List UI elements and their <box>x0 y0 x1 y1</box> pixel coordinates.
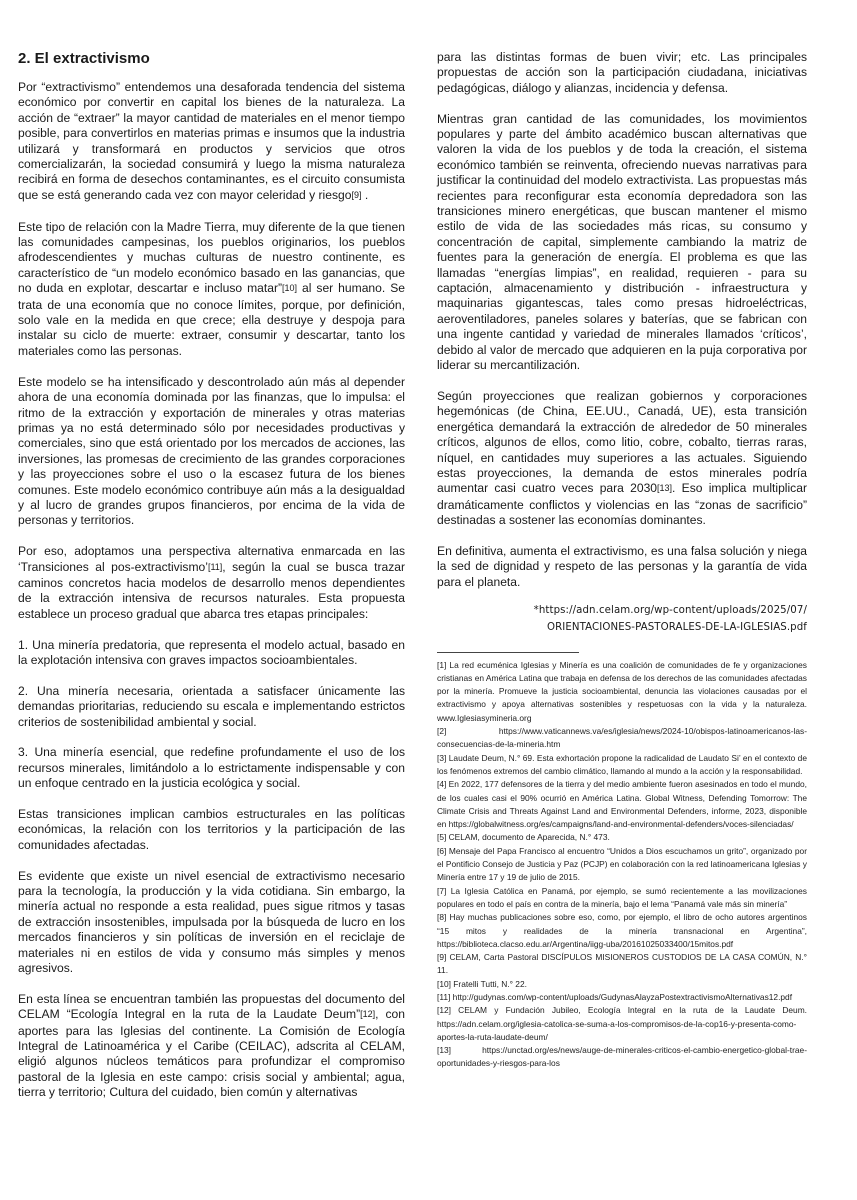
source-url-line: ORIENTACIONES-PASTORALES-DE-LA-IGLESIAS.pdf <box>546 621 807 633</box>
left-column <box>18 0 405 1116</box>
paragraph-text: 2. Una minería necesaria, orientada a satisfacer únicamente las demandas prioritarias, reduciendo su escala e implementando estrictos criterios de sostenibilidad ambiental y social. <box>18 683 405 729</box>
paragraph-text: Este tipo de relación con la Madre Tierra, muy diferente de la que tienen las comunidades campesinas, los pueblos originarios, los pueblos afrodescendientes y muchas culturas de nuestro continente, es característico de “un modelo económico basado en las ganancias, que no duda en explotar, descartar e incluso matar” <box>18 219 405 296</box>
footnote: [12] CELAM y Fundación Jubileo, Ecología Integral en la ruta de la Laudate Deum. https://adn.celam.org/iglesia-catolica-se-suma-a-los-compromisos-de-la-cop16-y-presenta-como-aportes-la-ruta-laudate-deum/ <box>437 1005 807 1042</box>
paragraph <box>437 544 807 590</box>
footnote: [5] CELAM, documento de Aparecida, N.° 473. <box>437 832 610 843</box>
footnote: [2] https://www.vaticannews.va/es/iglesia/news/2024-10/obispos-latinoamericanos-las-consecuencias-de-la-mineria.htm <box>437 726 807 750</box>
footnote: [1] La red ecuménica Iglesias y Minería es una coalición de comunidades de fe y organizaciones cristianas en América Latina que trabaja en defensa de los derechos de las comunidades afectadas por la minería. Promueve la justicia socioambiental, denuncia las violaciones causadas por el extractivismo y apoya alternativas sostenibles y respetuosas con la vida y la naturaleza. www.Iglesiasymineria.org <box>437 659 807 723</box>
right-column <box>437 0 807 1071</box>
paragraph-text: . Eso implica multiplicar dramáticamente conflictos y violencias en las “zonas de sacrificio” destinadas a sostener las economías dominantes. <box>437 481 807 528</box>
paragraph-text: , según la cual se busca trazar caminos concretos hacia modelos de desarrollo menos dependientes de la extracción intensiva de recursos naturales. Esta propuesta establece un proceso gradual que abarca tres etapas principales: <box>18 559 406 621</box>
paragraph <box>18 869 405 977</box>
paragraph-text: 1. Una minería predatoria, que representa el modelo actual, basado en la explotación intensiva con graves impactos socioambientales. <box>18 637 405 667</box>
footnote: [11] http://gudynas.com/wp-content/uploads/GudynasAlayzaPostextractivismoAlternativas12.pdf <box>437 991 793 1002</box>
paragraph <box>437 112 807 374</box>
footnote: [10] Fratelli Tutti, N.° 22. <box>437 978 527 989</box>
footnote: [4] En 2022, 177 defensores de la tierra y del medio ambiente fueron asesinados en todo el mundo, de los cuales casi el 90% ocurrió en América Latina. Global Witness, Defending Tomorrow: The Climate Crisis and Threats Against Land and Environmental Defenders, informe, 2023, disponible en https://globalwitness.org/es/campaigns/land-and-environmental-defenders/voces-silenciadas/ <box>437 779 807 830</box>
paragraph-text: 3. Una minería esencial, que redefine profundamente el uso de los recursos minerales, limitándolo a lo estrictamente indispensable y con un enfoque centrado en la justicia ecológica y social. <box>18 745 405 791</box>
paragraph-text: Estas transiciones implican cambios estructurales en las políticas económicas, la relación con los territorios y la participación de las comunidades afectadas. <box>18 806 405 852</box>
paragraph-text: En definitiva, aumenta el extractivismo, es una falsa solución y niega la sed de dignidad y respeto de las personas y la garantía de vida para el planeta. <box>437 543 807 589</box>
paragraph-text: . <box>361 187 369 202</box>
paragraph <box>18 745 405 791</box>
paragraph-text: Mientras gran cantidad de las comunidades, los movimientos populares y parte del ámbito académico buscan alternativas que valoren la vida de los pueblos y de toda la creación, el sistema económico también se reinventa, ofreciendo nuevas narrativas para justificar la continuidad del modelo extractivista. Las propuestas más recientes para reconfigurar esta economía depredadora son las transiciones minero energéticas, que buscan mantener el mismo estilo de vida de las sociedades más ricas, su consumo y concentración de capital, simplemente cambiando la matriz de fuentes para la generación de energía. El problema es que las llamadas “energías limpias”, en realidad, requieren - para su captación, almacenamiento y distribución - infraestructura y maquinarias gigantescas, tales como presas hidroeléctricas, aeroventiladores, paneles solares y baterías, que se fabrican con una ingente cantidad y variedad de minerales llamados ‘críticos’, debido al valor de mercado que adquieren en la puja corporativa por liderar su mercantilización. <box>437 111 807 373</box>
paragraph <box>437 50 807 96</box>
paragraph <box>18 544 405 622</box>
footnote-ref[interactable]: [11] <box>207 561 223 572</box>
left-paragraphs <box>18 80 405 1101</box>
paragraph-text: Por eso, adoptamos una perspectiva alternativa enmarcada en las ‘Transiciones al pos-extractivismo’ <box>18 544 405 574</box>
footnotes <box>437 659 807 1071</box>
paragraph <box>18 220 405 360</box>
footnote: [8] Hay muchas publicaciones sobre eso, como, por ejemplo, el libro de ocho autores argentinos “15 mitos y realidades de la minería transnacional en Argentina”, https://biblioteca.clacso.edu.ar/Argentina/iigg-uba/20161025033400/15mitos.pdf <box>437 912 807 949</box>
paragraph <box>18 638 405 669</box>
paragraph-text: al ser humano. Se trata de una economía que no conoce límites, porque, por definición, solo vale en la medida en que crece; ella destruye y despoja para instalar su ciclo de muerte: extraer, consumir y descartar, tanto los materiales como las personas. <box>18 281 405 358</box>
footnote: [9] CELAM, Carta Pastoral DISCÍPULOS MISIONEROS CUSTODIOS DE LA CASA COMÚN, N.° 11. <box>437 952 807 976</box>
section-heading: 2. El extractivismo <box>18 50 150 67</box>
paragraph <box>18 684 405 730</box>
paragraph-text: Por “extractivismo” entendemos una desaforada tendencia del sistema económico por convertir en capital los bienes de la naturaleza. La acción de “extraer” la mayor cantidad de materiales en el menor tiempo posible, para convertirlos en materias primas e insumos que la industria utilizará y transformará en productos y servicios que otros comercializarán, la sociedad consumirá y luego la misma naturaleza recibirá en forma de desechos contaminantes, es el circuito consumista que se está generando cada vez con mayor celeridad y riesgo <box>18 80 405 202</box>
right-paragraphs <box>437 50 807 590</box>
footnote-ref[interactable]: [12] <box>360 1009 376 1020</box>
paragraph-text: Es evidente que existe un nivel esencial de extractivismo necesario para la tecnología, la producción y la vida cotidiana. Sin embargo, la minería actual no responde a esta realidad, pues sigue ritmos y tasas de extracción insostenibles, impulsada por la búsqueda de lucro en los mercados financieros y sin políticas de inversión en el reciclaje de materiales ni en estilos de vida y consumo más simples y menos agresivos. <box>18 868 405 976</box>
footnote-divider <box>437 652 579 653</box>
paragraph-text: Este modelo se ha intensificado y descontrolado aún más al depender ahora de una economía dominada por las finanzas, que lo impulsa: el ritmo de la extracción y exportación de minerales y otras materias primas ya no está determinado sólo por necesidades productivas y comerciales, sino que está orientado por los mercados de acciones, las inversiones, las promesas de crecimiento de las grandes corporaciones y las proyecciones sobre el uso o la escasez futura de los bienes comunes. Este modelo económico contribuye aún más a la desigualdad y al lucro de grandes grupos financieros, por encima de la vida de personas y territorios. <box>18 374 405 528</box>
paragraph <box>18 80 405 204</box>
paragraph-text: para las distintas formas de buen vivir; etc. Las principales propuestas de acción son la participación ciudadana, iniciativas pedagógicas, diálogo y alianzas, incidencia y defensa. <box>437 50 807 95</box>
paragraph <box>18 375 405 529</box>
footnote-ref[interactable]: [13] <box>657 483 673 494</box>
paragraph-text: Según proyecciones que realizan gobiernos y corporaciones hegemónicas (de China, EE.UU., Canadá, UE), esta transición energética demandará la extracción de alrededor de 50 minerales críticos, algunos de ellos, como litio, cobre, cobalto, tierras raras, níquel, en cantidades muy superiores a las actuales. Siguiendo estas proyecciones, la demanda de estos minerales podría aumentar casi cuatro veces para 2030 <box>437 388 807 496</box>
footnote-ref[interactable]: [10] <box>282 283 298 294</box>
footnote: [3] Laudate Deum, N.° 69. Esta exhortación propone la radicalidad de Laudato Si’ en el contexto de los fenómenos extremos del cambio climático, llamando al mundo a la acción y la responsabilidad. <box>437 752 807 776</box>
paragraph <box>437 389 807 529</box>
footnote: [7] La Iglesia Católica en Panamá, por ejemplo, se sumó recientemente a las movilizaciones populares en todo el país en contra de la minería, bajo el lema “Panamá vale más sin minería” <box>437 885 807 909</box>
source-url[interactable] <box>437 602 807 636</box>
paragraph-text: , con aportes para las Iglesias del continente. La Comisión de Ecología Integral de Latinoamérica y el Caribe (CEILAC), adscrita al CELAM, eligió algunos núcleos temáticos para profundizar el compromiso pastoral de la Iglesia en este campo: crisis social y ambiental; agua, tierra y territorio; Cultura del cuidado, bien común y alternativas <box>18 1007 405 1100</box>
footnote: [13] https://unctad.org/es/news/auge-de-minerales-criticos-el-cambio-energetico-global-trae-oportunidades-y-riesgos-para-los <box>437 1045 807 1069</box>
source-url-line: *https://adn.celam.org/wp-content/uploads/2025/07/ <box>533 604 807 616</box>
paragraph-text: En esta línea se encuentran también las propuestas del documento del CELAM “Ecología Integral en la ruta de la Laudate Deum” <box>18 991 405 1022</box>
footnote: [6] Mensaje del Papa Francisco al encuentro “Unidos a Dios escuchamos un grito”, organizado por el Pontificio Consejo de Justicia y Paz (PCJP) en colaboración con la red latinoamericana Iglesias y Minería entre 17 y 19 de julio de 2015. <box>437 845 807 883</box>
paragraph <box>18 992 405 1101</box>
footnote-ref[interactable]: [9] <box>351 189 362 200</box>
paragraph <box>18 807 405 853</box>
